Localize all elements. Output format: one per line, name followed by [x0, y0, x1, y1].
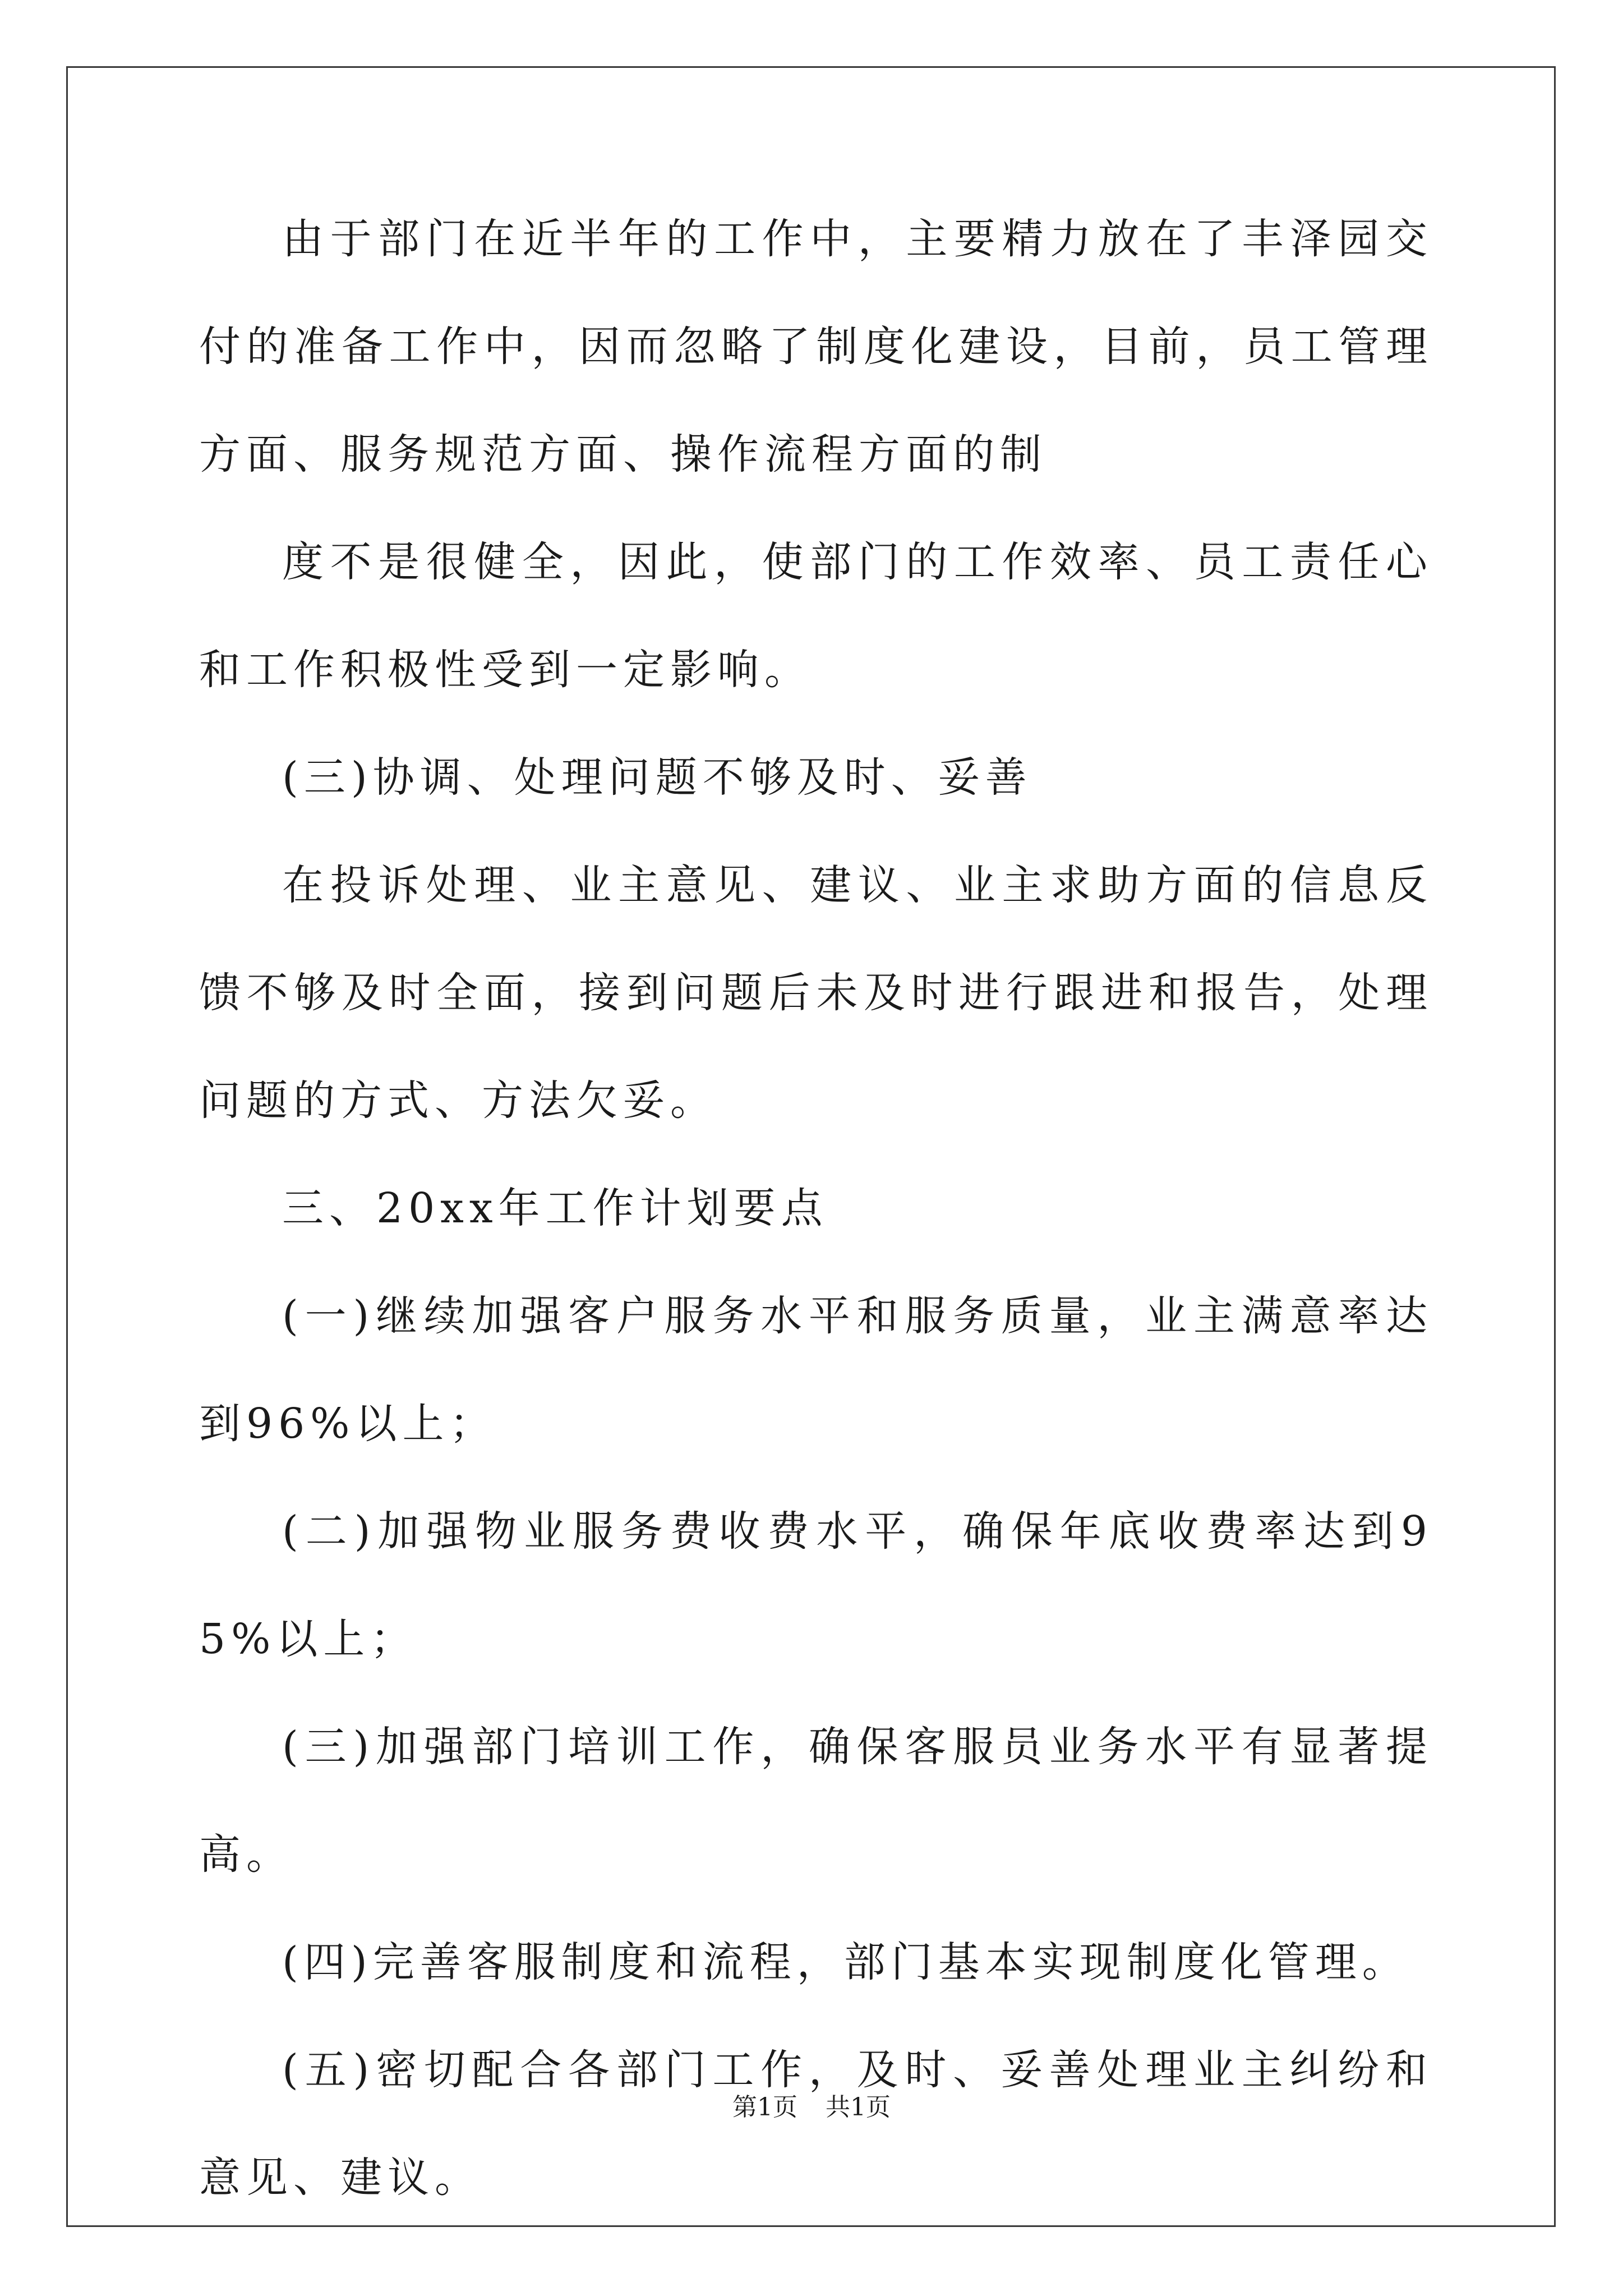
page-footer — [0, 2087, 1623, 2123]
paragraph: 由于部门在近半年的工作中，主要精力放在了丰泽园交付的准备工作中，因而忽略了制度化建设，目前，员工管理方面、服务规范方面、操作流程方面的制 — [199, 215, 1433, 478]
list-item: (三)加强部门培训工作，确保客服员业务水平有显著提高。 — [199, 1723, 1433, 1879]
list-item: (二)加强物业服务费收费水平，确保年底收费率达到95%以上； — [199, 1507, 1433, 1663]
list-item: (一)继续加强客户服务水平和服务质量，业主满意率达到96%以上； — [199, 1292, 1433, 1448]
paragraph: 度不是很健全，因此，使部门的工作效率、员工责任心和工作积极性受到一定影响。 — [199, 538, 1433, 694]
page-number: 第1页 — [732, 2093, 797, 2122]
section-heading: (三)协调、处理问题不够及时、妥善 — [282, 753, 1032, 802]
paragraph: 在投诉处理、业主意见、建议、业主求助方面的信息反馈不够及时全面，接到问题后未及时进行跟进和报告，处理问题的方式、方法欠妥。 — [199, 861, 1433, 1125]
list-item: (四)完善客服制度和流程，部门基本实现制度化管理。 — [282, 1938, 1409, 1986]
section-heading: 三、20xx年工作计划要点 — [282, 1184, 828, 1232]
list-item: (五)密切配合各部门工作，及时、妥善处理业主纠纷和意见、建议。 — [199, 2046, 1433, 2202]
page-total: 共1页 — [826, 2093, 891, 2122]
document-body — [199, 185, 1433, 2231]
